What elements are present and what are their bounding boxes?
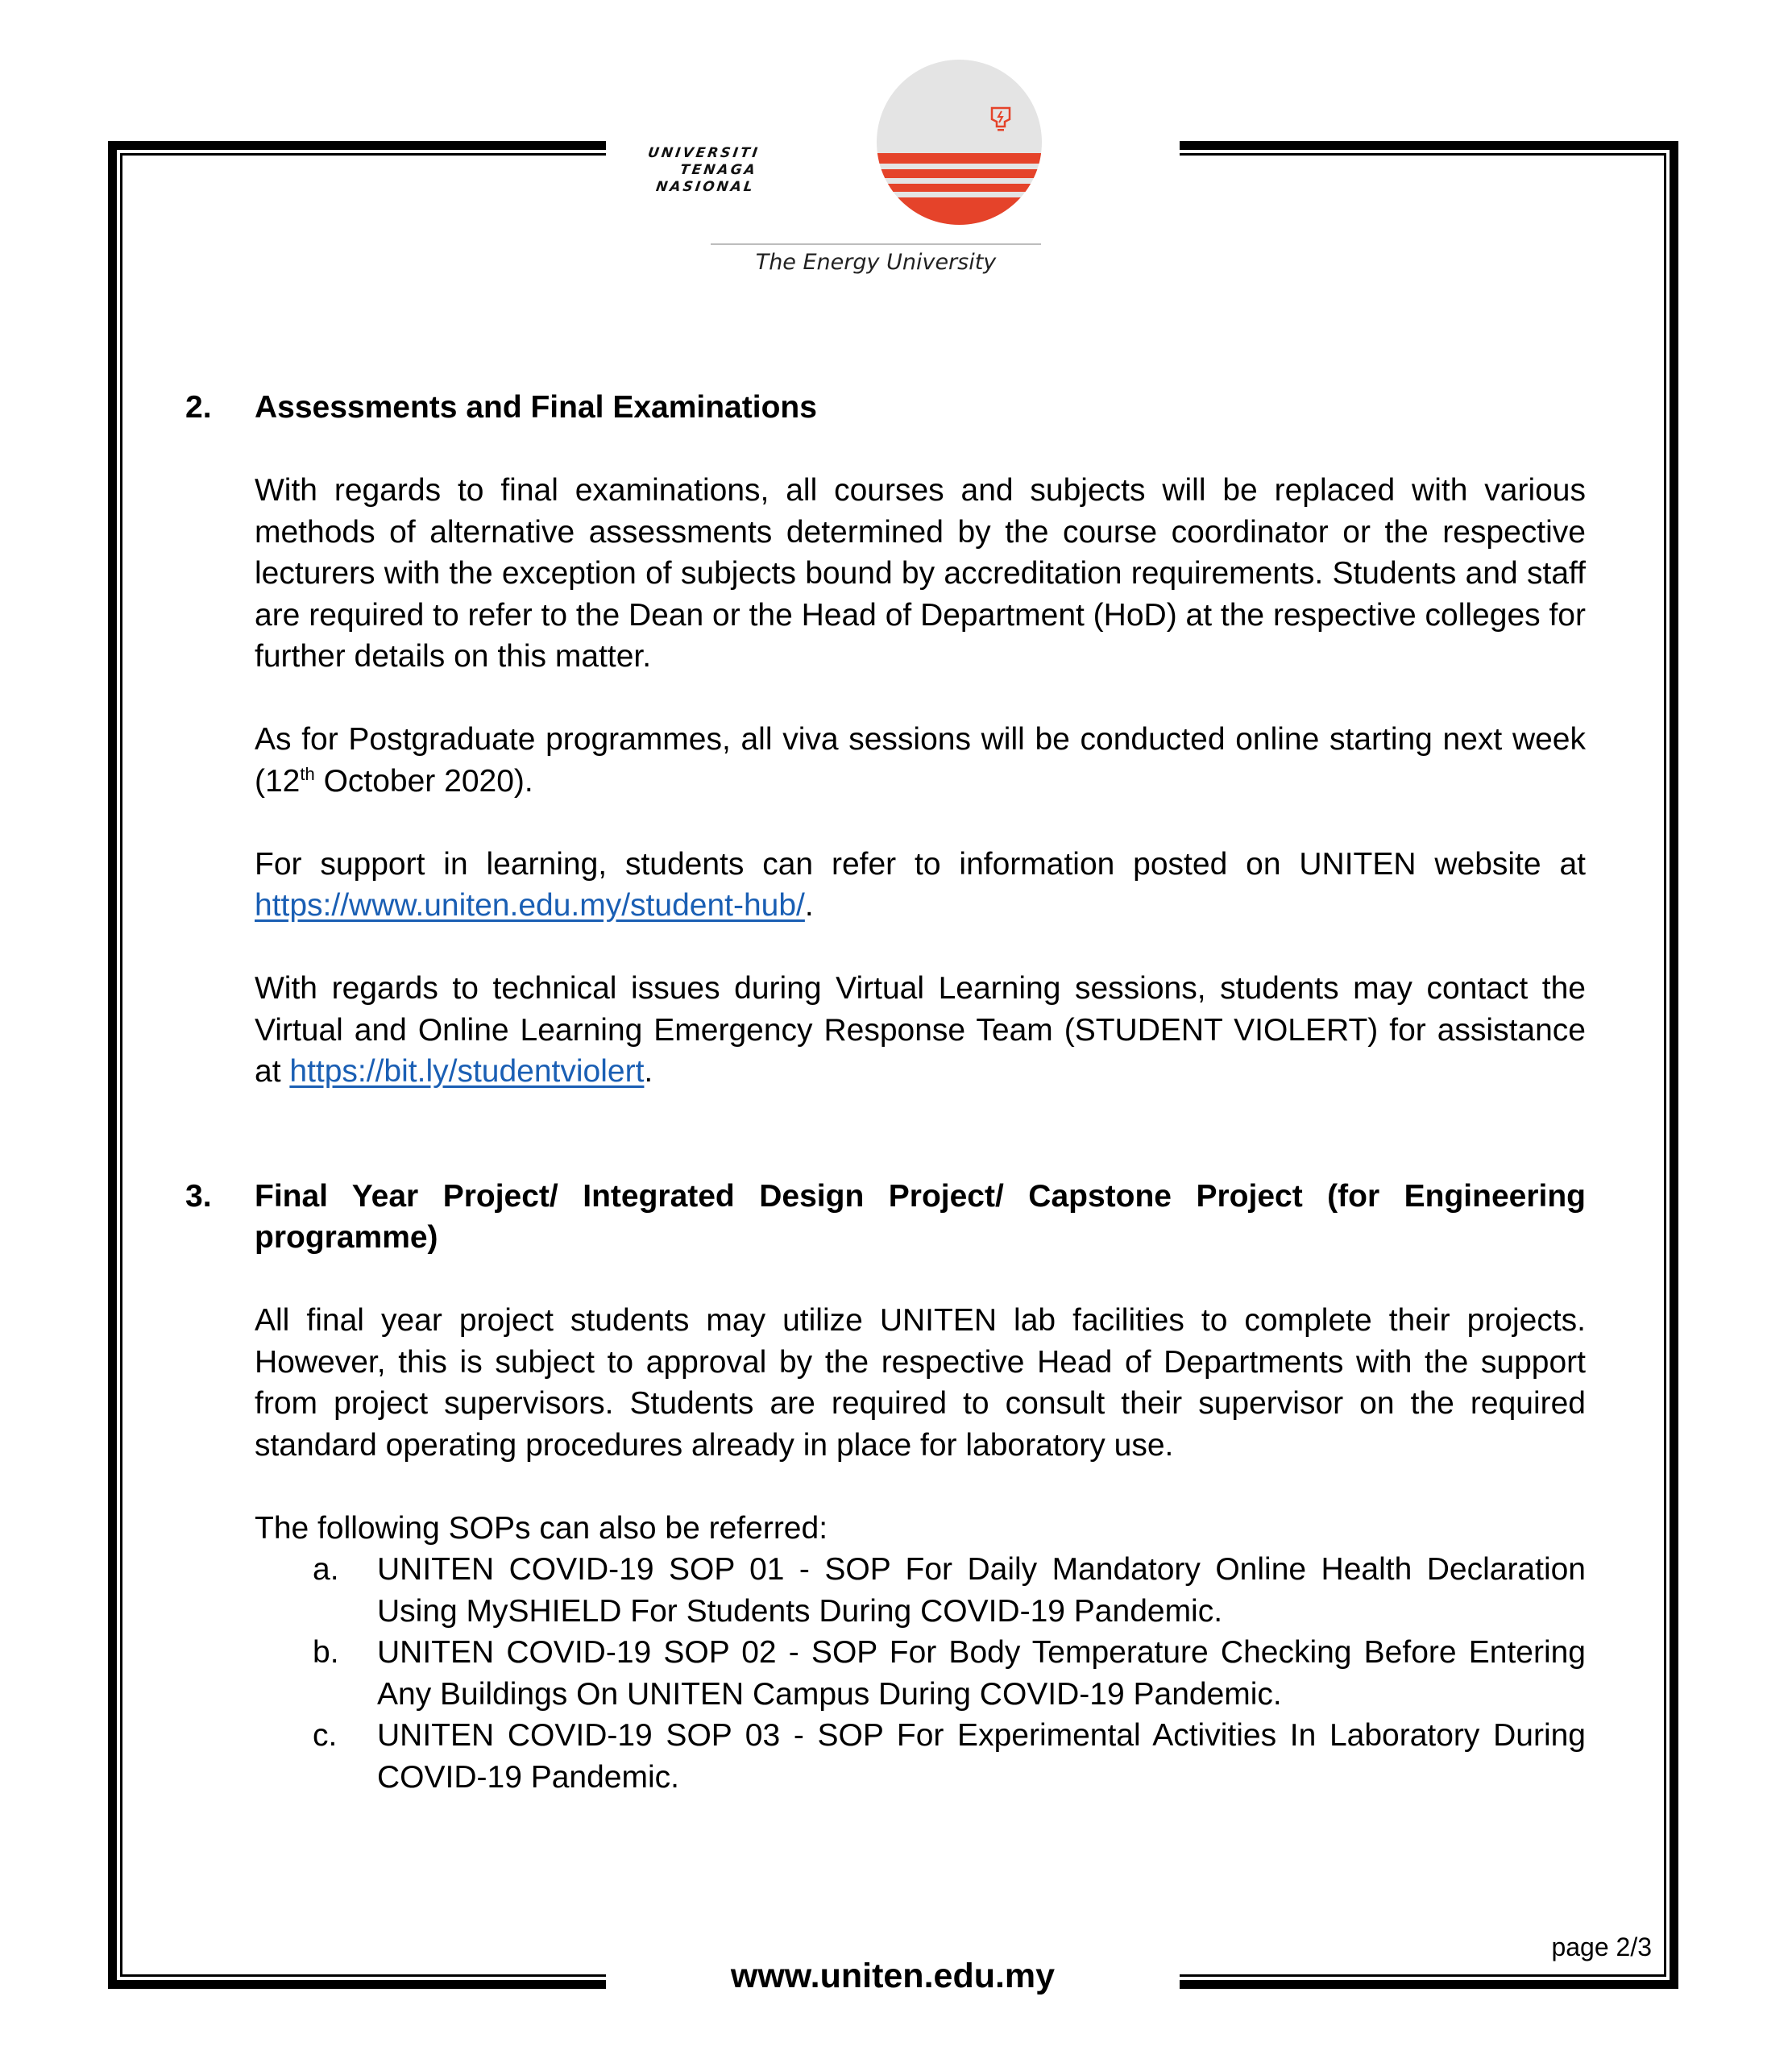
paragraph-technical-issues	[255, 968, 1586, 1093]
wordmark-line-2: TENAGA	[678, 162, 759, 178]
text: .	[644, 1054, 653, 1089]
text: October 2020).	[314, 763, 533, 799]
section-heading-3	[185, 1176, 1586, 1259]
logo-stripe	[877, 184, 1042, 192]
sop-letter: a.	[313, 1552, 339, 1587]
student-violert-link[interactable]: https://bit.ly/studentviolert	[289, 1054, 645, 1089]
section-title: Assessments and Final Examinations	[255, 390, 817, 425]
lightbulb-bolt-icon	[989, 106, 1012, 132]
text: As for Postgraduate programmes, all viva sessions will be conducted online starting next week (12	[255, 722, 1586, 799]
section-title: Final Year Project/ Integrated Design Project/ Capstone Project (for Engineering programme)	[255, 1178, 1586, 1255]
paragraph-final-exams: With regards to final examinations, all courses and subjects will be replaced with various methods of alternative assessments determined by the course coordinator or the respective lecturers with the exception of subjects bound by accreditation requirements. Students and staff are required to refer to the Dean or the Head of Department (HoD) at the respective colleges for further details on this matter.	[255, 473, 1586, 674]
sop-item	[255, 1715, 1586, 1798]
logo-disc	[877, 60, 1042, 225]
page-number: page 2/3	[1551, 1932, 1652, 1961]
text: .	[804, 888, 814, 923]
sop-letter: b.	[313, 1635, 339, 1670]
university-logo	[646, 56, 1056, 290]
sop-item	[255, 1549, 1586, 1632]
wordmark-line-1: UNIVERSITI	[646, 145, 761, 161]
logo-stripe	[877, 197, 1042, 225]
paragraph-sop-intro: The following SOPs can also be referred:	[255, 1510, 828, 1546]
logo-stripe	[877, 153, 1042, 164]
logo-wordmark	[642, 145, 761, 196]
sop-letter-cell	[255, 1549, 377, 1632]
section-heading-2	[185, 387, 1586, 429]
sop-letter: c.	[313, 1718, 338, 1753]
paragraph-postgraduate	[255, 719, 1586, 802]
text: With regards to technical issues during Virtual Learning sessions, students may contact the Virtual and Online Learning Emergency Response Team (STUDENT VIOLERT) for assistance at	[255, 971, 1586, 1089]
section-number: 3.	[185, 1178, 212, 1214]
section-number: 2.	[185, 390, 212, 425]
paragraph-learning-support	[255, 844, 1586, 927]
wordmark-line-3: NASIONAL	[655, 179, 757, 195]
sop-letter-cell	[255, 1632, 377, 1715]
sop-letter-cell	[255, 1715, 377, 1798]
logo-stripe	[877, 169, 1042, 178]
sop-text: UNITEN COVID-19 SOP 03 - SOP For Experimental Activities In Laboratory During COVID-19 Pandemic.	[377, 1718, 1586, 1795]
sop-list	[255, 1549, 1586, 1798]
spacer	[185, 1093, 1586, 1176]
logo-divider	[711, 243, 1041, 245]
logo-tagline: The Energy University	[755, 250, 997, 275]
document-body	[185, 387, 1586, 1798]
text: For support in learning, students can refer to information posted on UNITEN website at	[255, 846, 1586, 882]
ordinal-suffix: th	[300, 763, 315, 784]
sop-text: UNITEN COVID-19 SOP 02 - SOP For Body Temperature Checking Before Entering Any Buildings On UNITEN Campus During COVID-19 Pandemic.	[377, 1635, 1586, 1712]
sop-text: UNITEN COVID-19 SOP 01 - SOP For Daily Mandatory Online Health Declaration Using MySHIELD For Students During COVID-19 Pandemic.	[377, 1552, 1586, 1629]
paragraph-lab-facilities: All final year project students may utilize UNITEN lab facilities to complete their projects. However, this is subject to approval by the respective Head of Departments with the support from project supervisors. Students are required to consult their supervisor on the required standard operating procedures already in place for laboratory use.	[255, 1303, 1586, 1463]
footer-website[interactable]: www.uniten.edu.my	[730, 1957, 1056, 1995]
student-hub-link[interactable]: https://www.uniten.edu.my/student-hub/	[255, 888, 805, 923]
sop-item	[255, 1632, 1586, 1715]
